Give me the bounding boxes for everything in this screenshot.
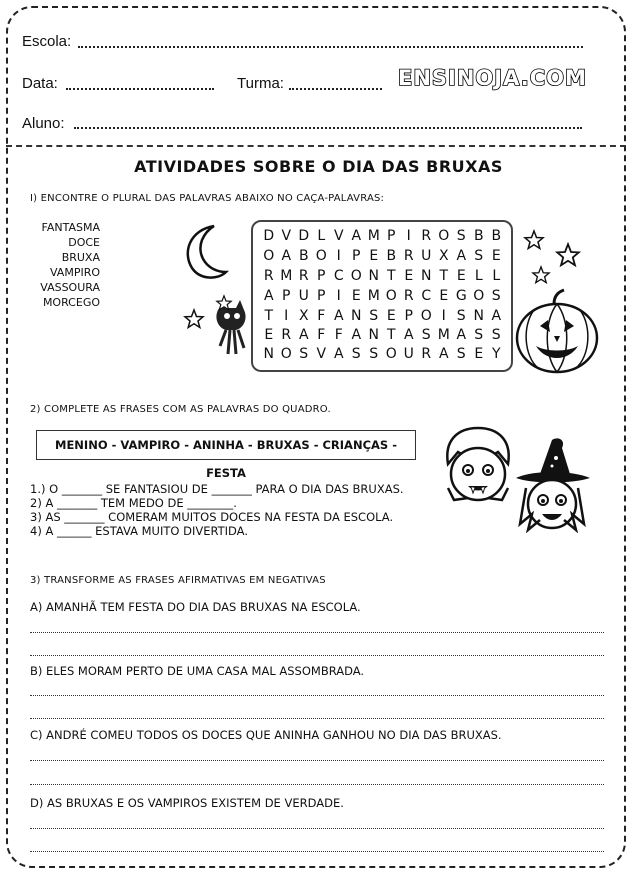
grid-letter[interactable]: E: [404, 268, 414, 284]
grid-letter[interactable]: P: [282, 288, 291, 304]
word-item: MORCEGO: [42, 296, 100, 309]
grid-letter[interactable]: U: [403, 346, 414, 362]
grid-letter[interactable]: R: [403, 248, 414, 264]
grid-letter[interactable]: N: [368, 268, 379, 284]
grid-letter[interactable]: A: [351, 327, 362, 343]
grid-letter[interactable]: O: [350, 268, 362, 284]
grid-letter[interactable]: S: [474, 327, 484, 343]
grid-letter[interactable]: U: [298, 288, 309, 304]
grid-letter[interactable]: E: [474, 346, 484, 362]
word-item: VAMPIRO: [49, 266, 100, 279]
grid-letter[interactable]: S: [421, 327, 431, 343]
grid-letter[interactable]: N: [263, 346, 274, 362]
grid-letter[interactable]: P: [317, 268, 326, 284]
grid-letter[interactable]: A: [403, 327, 414, 343]
witch-icon: [512, 434, 592, 534]
grid-letter[interactable]: P: [352, 248, 361, 264]
grid-letter[interactable]: A: [298, 327, 309, 343]
grid-letter[interactable]: T: [386, 327, 396, 343]
star-icon: [524, 230, 544, 250]
grid-row[interactable]: [260, 248, 505, 264]
grid-letter[interactable]: X: [438, 248, 449, 264]
grid-letter[interactable]: S: [351, 346, 361, 362]
answer-line[interactable]: [30, 695, 604, 696]
word-list: [20, 220, 100, 310]
grid-letter[interactable]: T: [439, 268, 449, 284]
grid-letter[interactable]: D: [263, 228, 275, 244]
section2-instruction: 2) COMPLETE AS FRASES COM AS PALAVRAS DO QUADRO.: [30, 404, 331, 415]
grid-letter[interactable]: M: [367, 228, 380, 244]
grid-letter[interactable]: R: [298, 268, 309, 284]
grid-letter[interactable]: A: [263, 288, 274, 304]
grid-letter[interactable]: R: [403, 288, 414, 304]
star-icon: [556, 243, 580, 267]
grid-letter[interactable]: R: [281, 327, 292, 343]
grid-row[interactable]: [260, 288, 505, 304]
grid-letter[interactable]: N: [368, 327, 379, 343]
grid-letter[interactable]: X: [298, 308, 309, 324]
grid-row[interactable]: [260, 327, 505, 343]
word-item: DOCE: [68, 236, 100, 249]
section1-instruction: I) ENCONTRE O PLURAL DAS PALAVRAS ABAIXO NO CAÇA-PALAVRAS:: [30, 193, 385, 204]
grid-letter[interactable]: O: [280, 346, 292, 362]
grid-letter[interactable]: V: [316, 346, 327, 362]
grid-letter[interactable]: E: [439, 288, 449, 304]
grid-letter[interactable]: U: [421, 248, 432, 264]
brand-logo: ENSINOJA.COM: [398, 66, 587, 90]
grid-letter[interactable]: R: [421, 228, 432, 244]
grid-letter[interactable]: E: [369, 248, 379, 264]
grid-letter[interactable]: D: [298, 228, 310, 244]
fill-sentence[interactable]: 1.) O _______ SE FANTASIOU DE _______ PARA O DIA DAS BRUXAS.: [30, 482, 404, 496]
grid-letter[interactable]: B: [491, 228, 502, 244]
grid-letter[interactable]: I: [284, 308, 289, 324]
grid-letter[interactable]: M: [437, 327, 450, 343]
word-bank: MENINO - VAMPIRO - ANINHA - BRUXAS - CRIANÇAS - FESTA: [36, 430, 416, 460]
word-item: BRUXA: [61, 251, 100, 264]
class-field[interactable]: [289, 88, 382, 90]
grid-letter[interactable]: C: [421, 288, 432, 304]
grid-letter[interactable]: T: [386, 268, 396, 284]
grid-letter[interactable]: I: [336, 248, 341, 264]
grid-letter[interactable]: F: [317, 308, 326, 324]
answer-line[interactable]: [30, 784, 604, 785]
grid-letter[interactable]: S: [474, 248, 484, 264]
header-divider: [6, 145, 626, 147]
grid-letter[interactable]: R: [263, 268, 274, 284]
grid-row[interactable]: [260, 268, 505, 284]
grid-letter[interactable]: C: [333, 268, 344, 284]
grid-row[interactable]: [260, 308, 505, 324]
grid-row[interactable]: [260, 228, 505, 244]
fill-sentence[interactable]: 4) A ______ ESTAVA MUITO DIVERTIDA.: [30, 524, 249, 538]
school-label: Escola:: [22, 33, 72, 50]
grid-letter[interactable]: E: [351, 288, 361, 304]
grid-letter[interactable]: A: [491, 308, 502, 324]
grid-letter[interactable]: O: [473, 288, 485, 304]
grid-letter[interactable]: S: [369, 308, 379, 324]
grid-letter[interactable]: N: [351, 308, 362, 324]
grid-letter[interactable]: I: [336, 288, 341, 304]
grid-letter[interactable]: S: [491, 288, 501, 304]
grid-letter[interactable]: L: [474, 268, 483, 284]
grid-letter[interactable]: A: [456, 327, 467, 343]
grid-letter[interactable]: O: [438, 228, 450, 244]
star-icon: [532, 266, 550, 284]
answer-line[interactable]: [30, 828, 604, 829]
pumpkin-icon: [514, 290, 600, 374]
grid-letter[interactable]: V: [333, 228, 344, 244]
question-d: D) AS BRUXAS E OS VAMPIROS EXISTEM DE VERDADE.: [30, 796, 344, 810]
grid-letter[interactable]: N: [473, 308, 484, 324]
grid-letter[interactable]: L: [492, 268, 501, 284]
grid-letter[interactable]: R: [421, 346, 432, 362]
answer-line[interactable]: [30, 851, 604, 852]
student-label: Aluno:: [22, 115, 65, 132]
moon-icon: [178, 222, 228, 282]
star-icon: [216, 295, 232, 311]
grid-letter[interactable]: A: [456, 248, 467, 264]
grid-letter[interactable]: O: [420, 308, 432, 324]
question-c: C) ANDRÉ COMEU TODOS OS DOCES QUE ANINHA GANHOU NO DIA DAS BRUXAS.: [30, 728, 502, 742]
school-field[interactable]: [78, 46, 583, 48]
grid-letter[interactable]: B: [298, 248, 309, 264]
word-item: FANTASMA: [41, 221, 100, 234]
grid-letter[interactable]: E: [456, 268, 466, 284]
answer-line[interactable]: [30, 632, 604, 633]
fill-sentence[interactable]: 2) A _______ TEM MEDO DE ________.: [30, 496, 237, 510]
grid-letter[interactable]: A: [333, 308, 344, 324]
grid-letter[interactable]: S: [456, 346, 466, 362]
grid-letter[interactable]: V: [281, 228, 292, 244]
grid-row[interactable]: [260, 346, 505, 362]
section3-instruction: 3) TRANSFORME AS FRASES AFIRMATIVAS EM NEGATIVAS: [30, 575, 326, 586]
grid-letter[interactable]: A: [281, 248, 292, 264]
date-field[interactable]: [66, 88, 214, 90]
star-icon: [184, 309, 204, 329]
question-b: B) ELES MORAM PERTO DE UMA CASA MAL ASSOMBRADA.: [30, 664, 365, 678]
grid-letter[interactable]: A: [333, 346, 344, 362]
grid-letter[interactable]: P: [387, 228, 396, 244]
grid-letter[interactable]: P: [317, 288, 326, 304]
grid-letter[interactable]: E: [491, 248, 501, 264]
grid-letter[interactable]: P: [404, 308, 413, 324]
grid-letter[interactable]: S: [369, 346, 379, 362]
answer-line[interactable]: [30, 655, 604, 656]
class-label: Turma:: [237, 75, 284, 92]
grid-letter[interactable]: S: [456, 228, 466, 244]
grid-letter[interactable]: O: [385, 288, 397, 304]
answer-line[interactable]: [30, 718, 604, 719]
grid-letter[interactable]: O: [315, 248, 327, 264]
grid-letter[interactable]: N: [421, 268, 432, 284]
grid-letter[interactable]: L: [317, 228, 326, 244]
vampire-kid-icon: [438, 426, 518, 506]
grid-letter[interactable]: E: [386, 308, 396, 324]
grid-letter[interactable]: I: [441, 308, 446, 324]
student-field[interactable]: [74, 127, 582, 129]
page-title: ATIVIDADES SOBRE O DIA DAS BRUXAS: [134, 157, 503, 176]
word-item: VASSOURA: [40, 281, 100, 294]
grid-letter[interactable]: T: [264, 308, 274, 324]
grid-letter[interactable]: B: [386, 248, 397, 264]
grid-letter[interactable]: B: [473, 228, 484, 244]
grid-letter[interactable]: Y: [491, 346, 501, 362]
grid-letter[interactable]: M: [280, 268, 293, 284]
grid-letter[interactable]: F: [334, 327, 343, 343]
grid-letter[interactable]: O: [263, 248, 275, 264]
grid-letter[interactable]: S: [456, 308, 466, 324]
grid-letter[interactable]: I: [406, 228, 411, 244]
grid-letter[interactable]: O: [385, 346, 397, 362]
grid-letter[interactable]: S: [491, 327, 501, 343]
answer-line[interactable]: [30, 760, 604, 761]
grid-letter[interactable]: S: [299, 346, 309, 362]
fill-sentence[interactable]: 3) AS _______ COMERAM MUITOS DOCES NA FESTA DA ESCOLA.: [30, 510, 394, 524]
grid-letter[interactable]: A: [351, 228, 362, 244]
date-label: Data:: [22, 75, 58, 92]
grid-letter[interactable]: M: [367, 288, 380, 304]
grid-letter[interactable]: G: [455, 288, 467, 304]
grid-letter[interactable]: A: [438, 346, 449, 362]
grid-letter[interactable]: E: [264, 327, 274, 343]
question-a: A) AMANHÃ TEM FESTA DO DIA DAS BRUXAS NA ESCOLA.: [30, 600, 361, 614]
grid-letter[interactable]: F: [317, 327, 326, 343]
